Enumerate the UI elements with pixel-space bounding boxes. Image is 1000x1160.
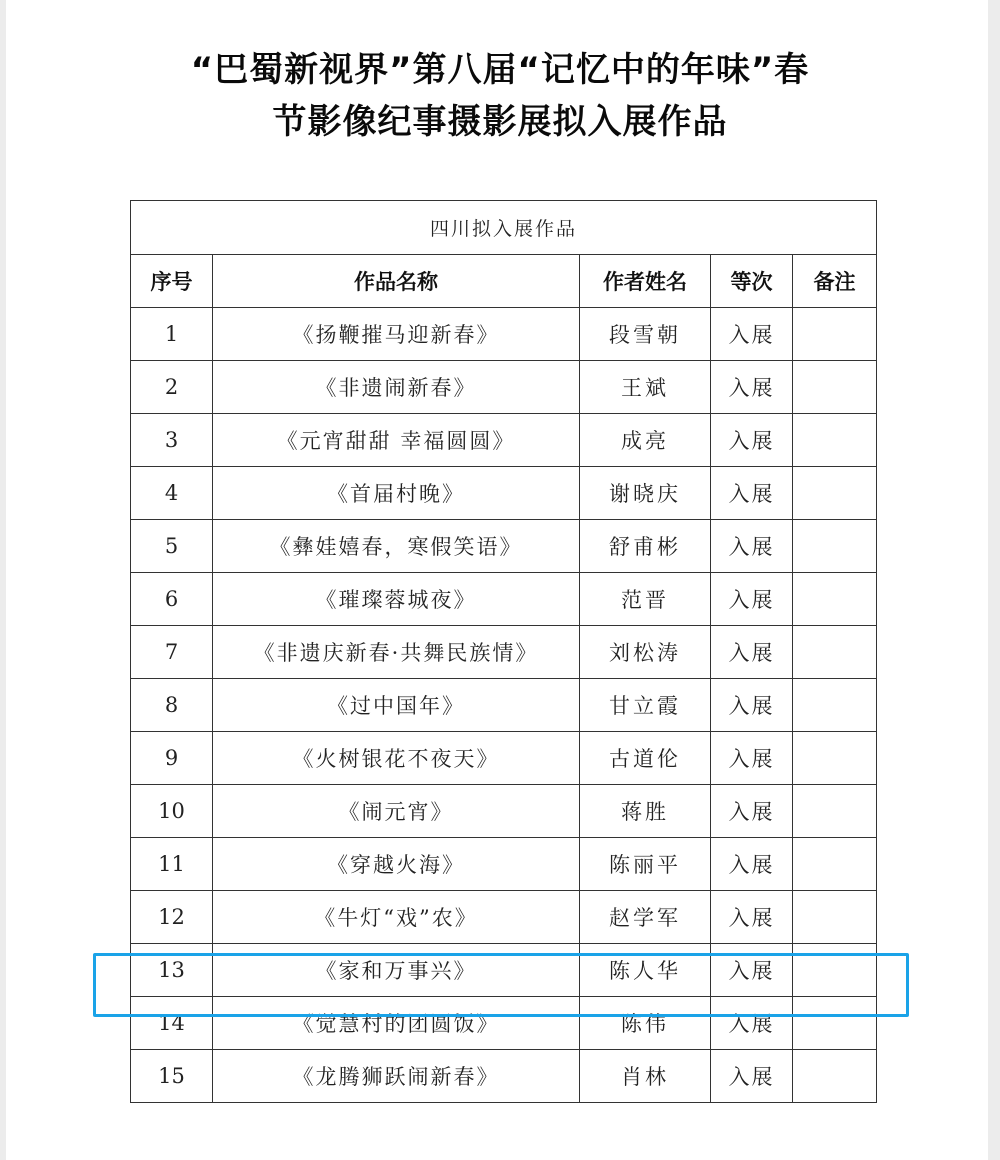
row-note [793,361,877,414]
row-note [793,785,877,838]
row-rank: 入展 [711,361,793,414]
table-header-row [131,255,877,308]
row-index: 15 [131,1050,213,1103]
row-index: 14 [131,997,213,1050]
row-note [793,1050,877,1103]
header-note: 备注 [793,255,877,308]
row-note [793,732,877,785]
row-work-name: 《首届村晚》 [213,467,580,520]
row-work-name: 《扬鞭摧马迎新春》 [213,308,580,361]
row-index: 7 [131,626,213,679]
row-author: 王斌 [580,361,711,414]
row-index: 11 [131,838,213,891]
row-note [793,573,877,626]
table-row [131,732,877,785]
row-rank: 入展 [711,891,793,944]
row-note [793,679,877,732]
row-rank: 入展 [711,838,793,891]
document-title [0,44,1000,148]
row-work-name: 《火树银花不夜天》 [213,732,580,785]
row-rank: 入展 [711,626,793,679]
table-row [131,520,877,573]
table-row [131,573,877,626]
row-note [793,944,877,997]
row-author: 陈丽平 [580,838,711,891]
row-rank: 入展 [711,1050,793,1103]
row-work-name: 《非遗庆新春·共舞民族情》 [213,626,580,679]
row-author: 段雪朝 [580,308,711,361]
row-note [793,997,877,1050]
table-row [131,944,877,997]
row-index: 1 [131,308,213,361]
row-work-name: 《龙腾狮跃闹新春》 [213,1050,580,1103]
table-row [131,997,877,1050]
title-line-2: 节影像纪事摄影展拟入展作品 [272,102,728,142]
row-author: 甘立霞 [580,679,711,732]
table-row [131,679,877,732]
row-note [793,520,877,573]
row-author: 刘松涛 [580,626,711,679]
row-index: 2 [131,361,213,414]
row-note [793,626,877,679]
row-rank: 入展 [711,467,793,520]
row-work-name: 《穿越火海》 [213,838,580,891]
row-work-name: 《过中国年》 [213,679,580,732]
row-author: 赵学军 [580,891,711,944]
row-author: 陈人华 [580,944,711,997]
row-rank: 入展 [711,785,793,838]
row-rank: 入展 [711,944,793,997]
row-work-name: 《家和万事兴》 [213,944,580,997]
header-name: 作品名称 [213,255,580,308]
title-line-1: “巴蜀新视界”第八届“记忆中的年味”春 [190,50,810,90]
row-note [793,838,877,891]
row-author: 陈伟 [580,997,711,1050]
row-index: 5 [131,520,213,573]
row-rank: 入展 [711,414,793,467]
row-note [793,891,877,944]
row-index: 10 [131,785,213,838]
table-row [131,467,877,520]
row-author: 蒋胜 [580,785,711,838]
table-row [131,1050,877,1103]
row-note [793,414,877,467]
row-note [793,308,877,361]
row-author: 范晋 [580,573,711,626]
row-work-name: 《元宵甜甜 幸福圆圆》 [213,414,580,467]
row-rank: 入展 [711,997,793,1050]
row-index: 13 [131,944,213,997]
row-work-name: 《彝娃嬉春，寒假笑语》 [213,520,580,573]
row-author: 肖林 [580,1050,711,1103]
row-index: 12 [131,891,213,944]
row-author: 成亮 [580,414,711,467]
entries-table [130,200,877,1103]
header-author: 作者姓名 [580,255,711,308]
row-work-name: 《璀璨蓉城夜》 [213,573,580,626]
row-index: 3 [131,414,213,467]
row-work-name: 《牛灯“戏”农》 [213,891,580,944]
row-work-name: 《闹元宵》 [213,785,580,838]
table-row [131,626,877,679]
row-index: 8 [131,679,213,732]
table-row [131,414,877,467]
table-row [131,361,877,414]
table-row [131,785,877,838]
table-row [131,891,877,944]
row-index: 6 [131,573,213,626]
row-author: 舒甫彬 [580,520,711,573]
row-author: 古道伦 [580,732,711,785]
row-rank: 入展 [711,679,793,732]
row-rank: 入展 [711,573,793,626]
row-rank: 入展 [711,732,793,785]
header-index: 序号 [131,255,213,308]
header-rank: 等次 [711,255,793,308]
table-caption: 四川拟入展作品 [131,201,877,255]
row-index: 9 [131,732,213,785]
row-rank: 入展 [711,308,793,361]
row-rank: 入展 [711,520,793,573]
table-caption-row [131,201,877,255]
table-row [131,308,877,361]
row-work-name: 《非遗闹新春》 [213,361,580,414]
table-row [131,838,877,891]
row-work-name: 《觉慧村的团圆饭》 [213,997,580,1050]
row-index: 4 [131,467,213,520]
row-note [793,467,877,520]
row-author: 谢晓庆 [580,467,711,520]
